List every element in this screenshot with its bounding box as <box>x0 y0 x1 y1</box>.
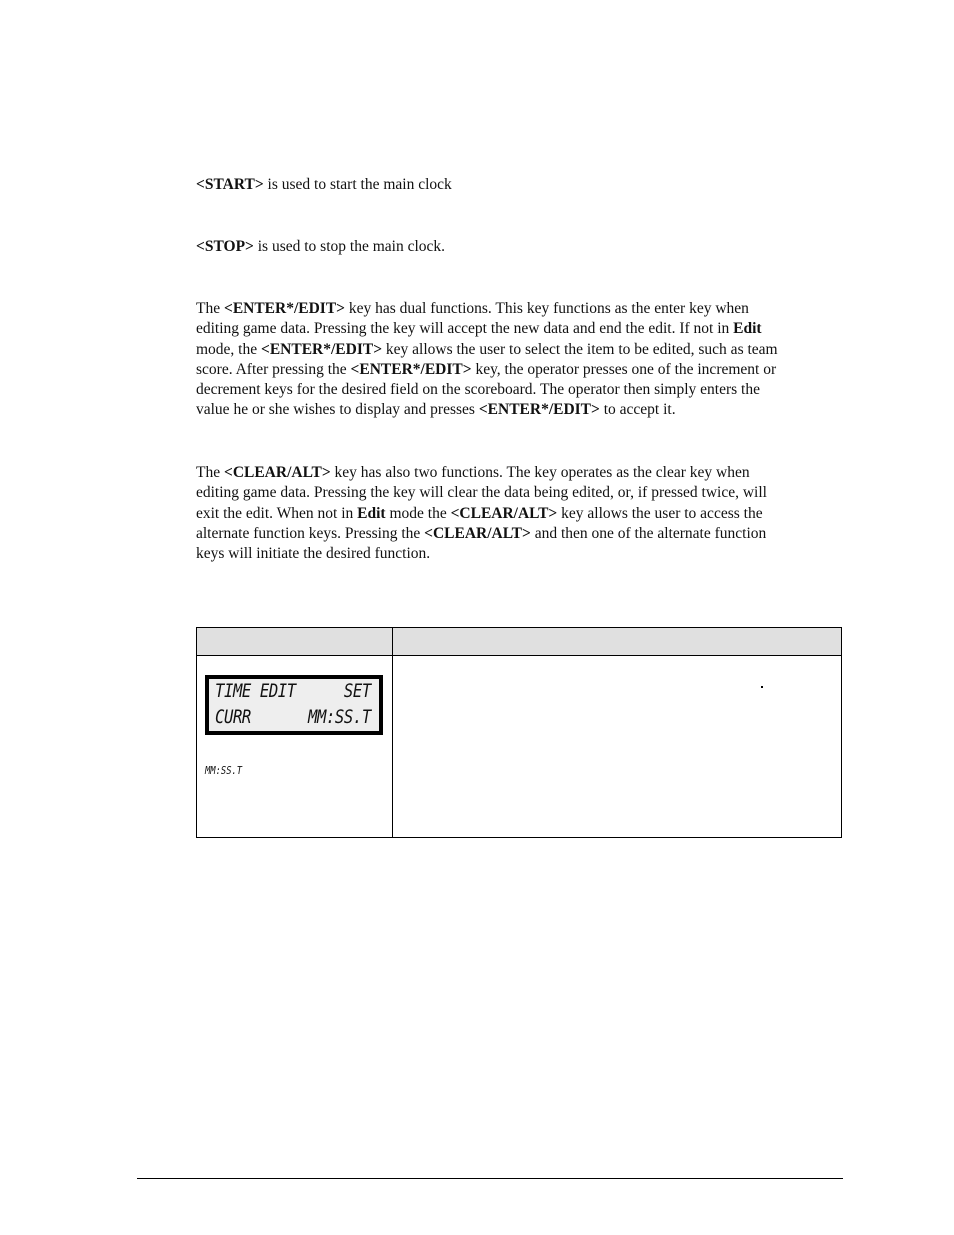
table-header <box>197 628 841 656</box>
bold-term: <ENTER*/EDIT> <box>478 401 600 419</box>
text-segment: keys will initiate the desired function. <box>196 545 431 563</box>
text-line <box>196 340 846 360</box>
text-line <box>196 504 846 524</box>
text-line <box>196 299 846 319</box>
text-line <box>196 237 846 257</box>
text-line <box>196 463 846 483</box>
lcd-row-2 <box>215 706 371 728</box>
text-segment: is used to start the main clock <box>263 176 452 193</box>
text-segment: The <box>196 300 224 317</box>
clear-alt-key-description <box>196 463 846 564</box>
lcd-row-1 <box>215 680 371 702</box>
text-segment: editing game data. Pressing the key will clear the data being edited, or, if pressed twice, will <box>196 484 767 502</box>
column-divider <box>392 628 393 837</box>
lcd-row1-left: TIME EDIT <box>215 680 296 702</box>
stop-key-description <box>196 237 846 257</box>
text-segment: key has also two functions. The key operates as the clear key when <box>330 464 750 481</box>
bold-term: <CLEAR/ALT> <box>424 524 531 542</box>
text-line <box>196 524 846 544</box>
text-line <box>196 175 846 195</box>
bold-term: <START> <box>196 176 264 193</box>
text-segment: editing game data. Pressing the key will accept the new data and end the edit. If not in <box>196 320 734 338</box>
bold-term: Edit <box>357 504 386 522</box>
text-line <box>196 360 846 380</box>
bold-term: <CLEAR/ALT> <box>223 464 331 481</box>
text-segment: The <box>196 464 224 481</box>
text-segment: and then one of the alternate function <box>530 524 767 542</box>
text-segment: key has dual functions. This key functions as the enter key when <box>345 300 749 317</box>
text-line <box>196 483 846 503</box>
stray-dot <box>761 686 763 688</box>
text-line <box>196 400 846 420</box>
text-segment: score. After pressing the <box>196 360 351 378</box>
bold-term: Edit <box>733 320 762 338</box>
lcd-display <box>205 675 383 735</box>
text-segment: mode, the <box>196 340 261 358</box>
footer-rule <box>137 1178 843 1179</box>
text-segment: exit the edit. When not in <box>196 504 358 522</box>
text-line <box>196 319 846 339</box>
lcd-row2-right: MM:SS.T <box>308 706 371 728</box>
lcd-caption: MM:SS.T <box>205 764 243 777</box>
bold-term: <ENTER*/EDIT> <box>261 340 383 358</box>
lcd-row2-left: CURR <box>215 706 251 728</box>
text-segment: key allows the user to access the <box>557 504 763 522</box>
text-line <box>196 544 846 564</box>
text-segment: alternate function keys. Pressing the <box>196 524 425 542</box>
text-segment: key allows the user to select the item to be edited, such as team <box>382 340 778 358</box>
text-line <box>196 380 846 400</box>
lcd-row1-right: SET <box>343 680 371 702</box>
text-segment: to accept it. <box>599 401 676 419</box>
text-segment: mode the <box>385 504 451 522</box>
bold-term: <CLEAR/ALT> <box>450 504 558 522</box>
bold-term: <ENTER*/EDIT> <box>223 300 346 317</box>
text-segment: is used to stop the main clock. <box>253 238 446 255</box>
bold-term: <STOP> <box>196 238 254 255</box>
text-segment: key, the operator presses one of the increment or <box>471 360 777 378</box>
lcd-display-table <box>196 627 842 838</box>
bold-term: <ENTER*/EDIT> <box>350 360 472 378</box>
text-segment: value he or she wishes to display and presses <box>196 401 479 419</box>
text-segment: decrement keys for the desired field on the scoreboard. The operator then simply enters the <box>196 381 760 399</box>
enter-edit-key-description <box>196 299 846 421</box>
start-key-description <box>196 175 846 195</box>
